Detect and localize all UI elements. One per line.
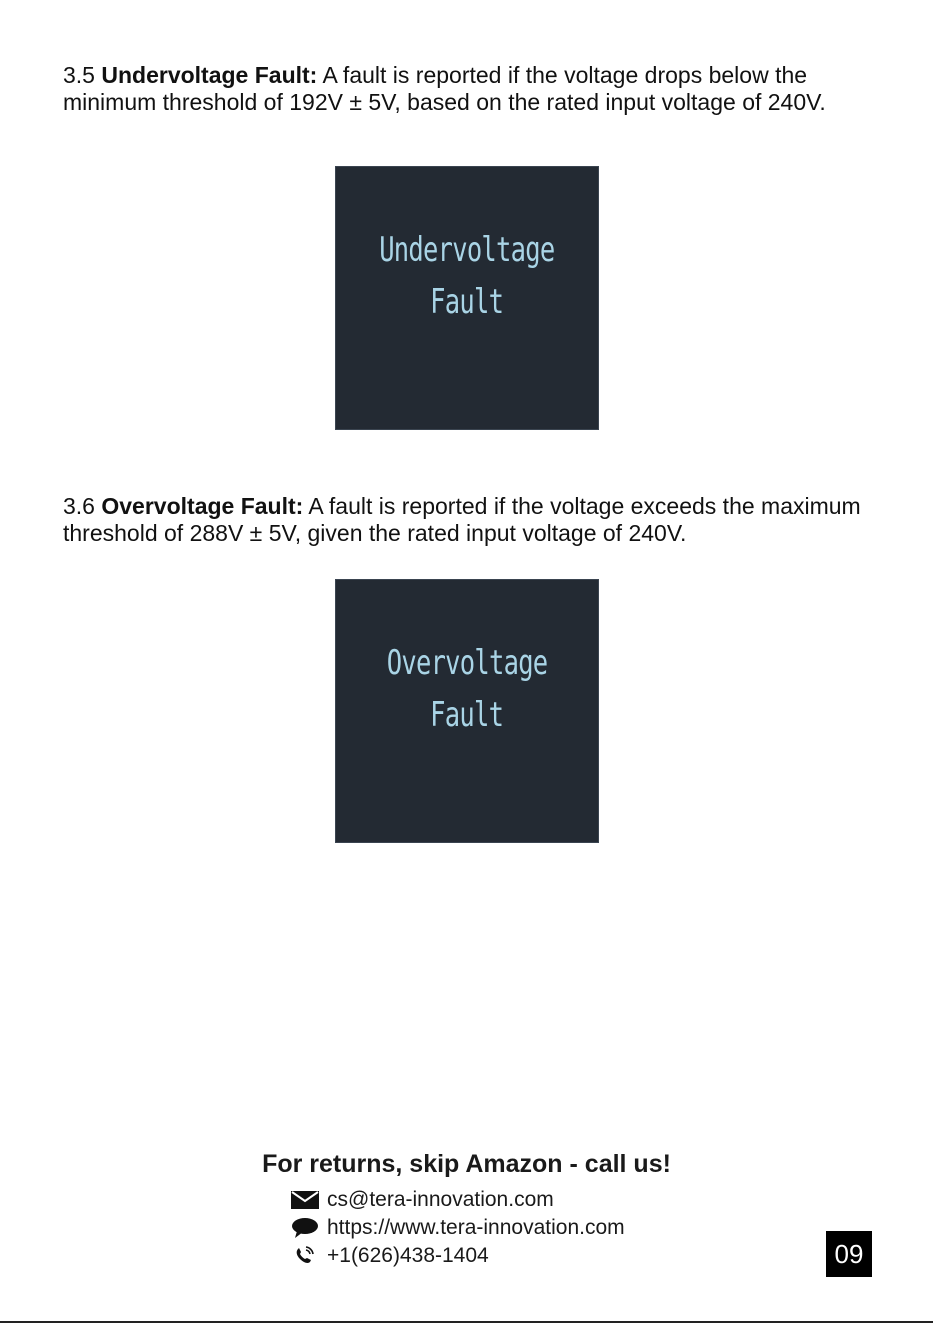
page-number: 09 [826, 1231, 872, 1277]
screen-line: Overvoltage [386, 643, 548, 683]
chat-bubble-icon [290, 1217, 320, 1239]
section-number: 3.6 [63, 493, 95, 519]
undervoltage-display-screen [335, 166, 599, 430]
section-body: A fault is reported if the voltage exceeds the maximum threshold of 288V ± 5V, given the rated input voltage of 240V. [63, 493, 861, 546]
overvoltage-display-screen [335, 579, 599, 843]
section-heading: Overvoltage Fault: [101, 493, 304, 519]
phone-icon [290, 1245, 320, 1267]
screen-line: Fault [430, 695, 504, 735]
section-heading: Undervoltage Fault: [101, 62, 318, 88]
email-link[interactable]: cs@tera-innovation.com [327, 1188, 554, 1211]
website-link[interactable]: https://www.tera-innovation.com [327, 1216, 625, 1239]
section-body: A fault is reported if the voltage drops below the minimum threshold of 192V ± 5V, based on the rated input voltage of 240V. [63, 62, 826, 115]
contact-email [290, 1187, 554, 1213]
contact-website [290, 1215, 625, 1241]
section-3-5-paragraph [63, 62, 883, 116]
section-number: 3.5 [63, 62, 95, 88]
contact-phone [290, 1243, 489, 1269]
returns-title: For returns, skip Amazon - call us! [262, 1150, 671, 1178]
screen-line: Fault [430, 282, 504, 322]
envelope-icon [290, 1189, 320, 1211]
phone-number[interactable]: +1(626)438-1404 [327, 1244, 489, 1267]
bottom-divider [0, 1321, 933, 1323]
screen-line: Undervoltage [379, 230, 555, 270]
section-3-6-paragraph [63, 493, 883, 547]
